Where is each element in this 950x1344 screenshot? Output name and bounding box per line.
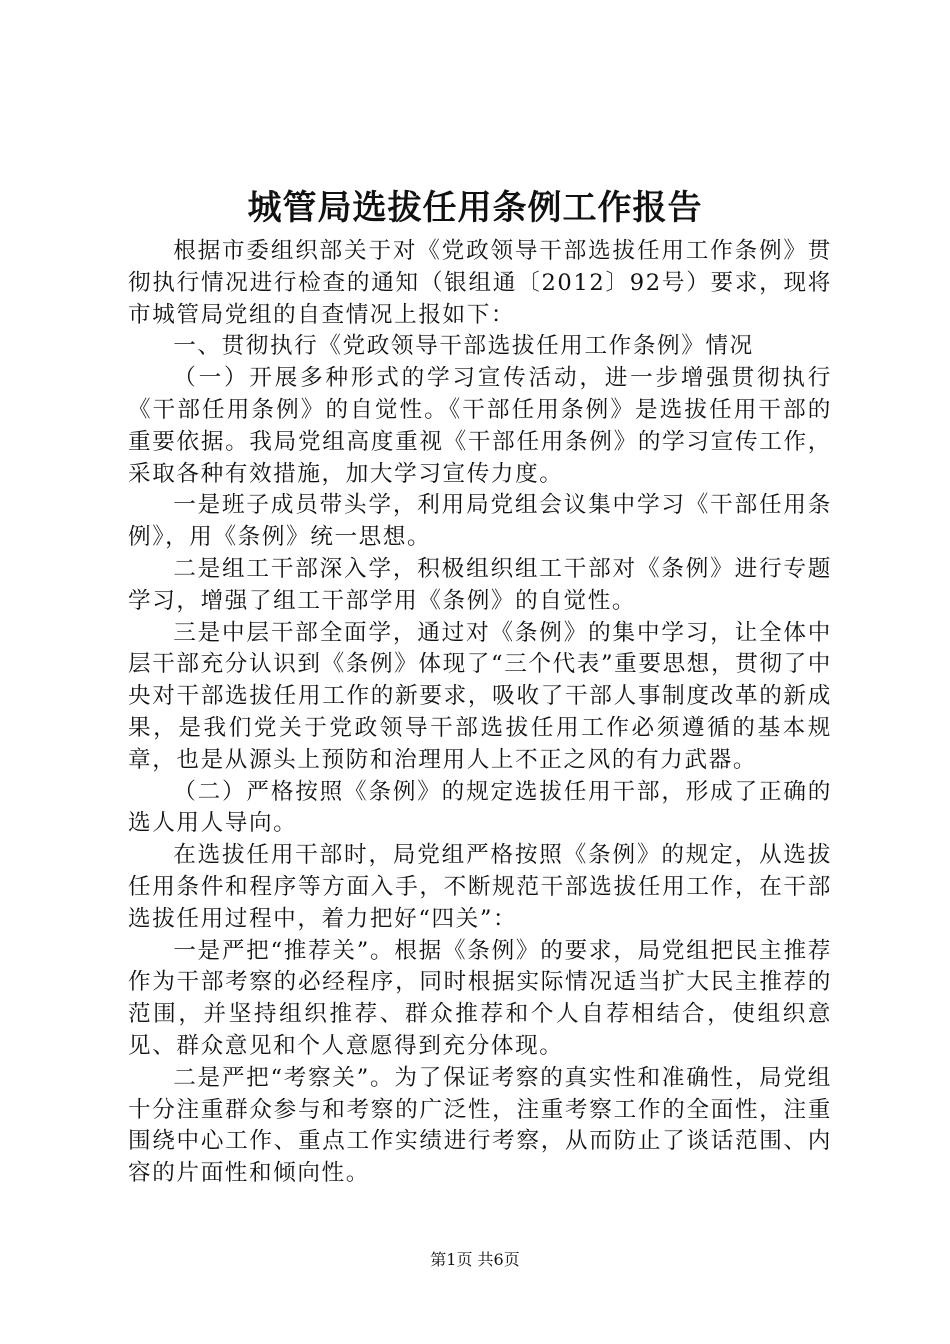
paragraph: 在选拔任用干部时，局党组严格按照《条例》的规定，从选拔任用条件和程序等方面入手，不断规范干部选拔任用工作，在干部选拔任用过程中，着力把好“四关”： — [128, 842, 832, 932]
paragraph: 一是严把“推荐关”。根据《条例》的要求，局党组把民主推荐作为干部考察的必经程序，同时根据实际情况适当扩大民主推荐的范围，并坚持组织推荐、群众推荐和个人自荐相结合，使组织意见、群众意见和个人意愿得到充分体现。 — [128, 937, 832, 1059]
paragraph: （二）严格按照《条例》的规定选拔任用干部，形成了正确的选人用人导向。 — [128, 778, 832, 837]
paragraph: 三是中层干部全面学，通过对《条例》的集中学习，让全体中层干部充分认识到《条例》体现了“三个代表”重要思想，贯彻了中央对干部选拔任用工作的新要求，吸收了干部人事制度改革的新成果，是我们党关于党政领导干部选拔任用工作必须遵循的基本规章，也是从源头上预防和治理用人上不正之风的有力武器。 — [128, 619, 832, 773]
paragraph: 二是严把“考察关”。为了保证考察的真实性和准确性，局党组十分注重群众参与和考察的广泛性，注重考察工作的全面性，注重围绕中心工作、重点工作实绩进行考察，从而防止了谈话范围、内容的片面性和倾向性。 — [128, 1064, 832, 1187]
section-heading: 一、贯彻执行《党政领导干部选拔任用工作条例》情况 — [173, 333, 754, 360]
paragraph: 一是班子成员带头学，利用局党组会议集中学习《干部任用条例》，用《条例》统一思想。 — [128, 492, 832, 551]
page-number-footer: 第1页 共6页 — [430, 1250, 520, 1269]
paragraph: （一）开展多种形式的学习宣传活动，进一步增强贯彻执行《干部任用条例》的自觉性。《干部任用条例》是选拔任用干部的重要依据。我局党组高度重视《干部任用条例》的学习宣传工作，采取各种有效措施，加大学习宣传力度。 — [128, 365, 832, 487]
document-title: 城管局选拔任用条例工作报告 — [247, 188, 703, 228]
paragraph: 二是组工干部深入学，积极组织组工干部对《条例》进行专题学习，增强了组工干部学用《条例》的自觉性。 — [128, 555, 832, 614]
document-body — [128, 236, 832, 1190]
paragraph: 根据市委组织部关于对《党政领导干部选拔任用工作条例》贯彻执行情况进行检查的通知（银组通〔2012〕92号）要求，现将市城管局党组的自查情况上报如下： — [128, 238, 832, 328]
